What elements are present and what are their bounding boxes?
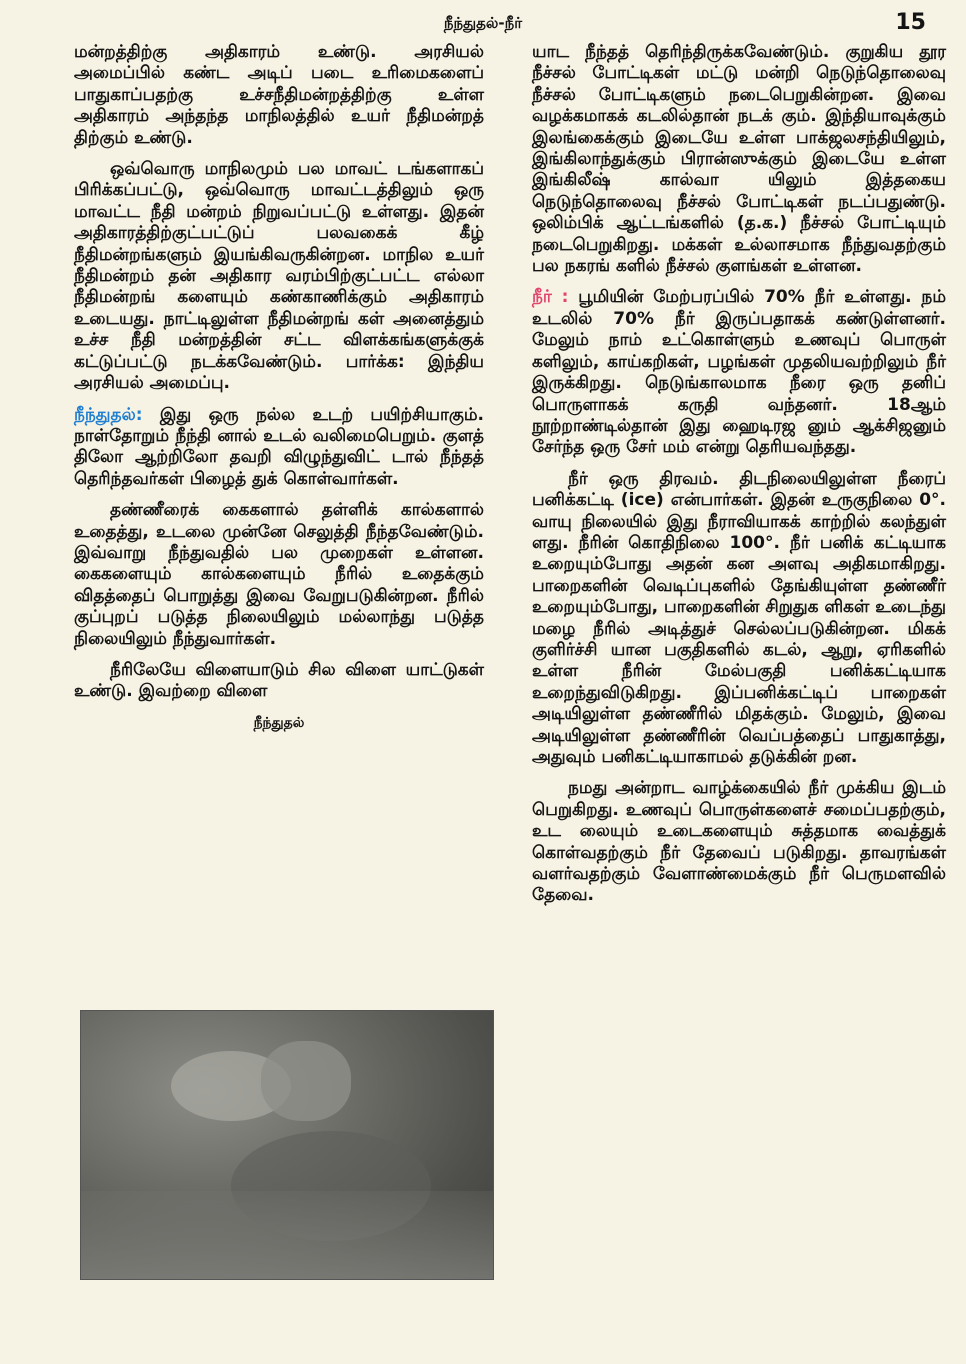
swimming-child-photo	[80, 1010, 494, 1280]
paragraph-courts-1: மன்றத்திற்கு அதிகாரம் உண்டு. அரசியல் அமைப்பில் கண்ட அடிப் படை உரிமைகளைப் பாதுகாப்பதற்கு உச்சநீதிமன்றத்திற்கு உள்ள அதிகாரம் அந்தந்த மாநிலத்தில் உயர் நீதிமன்றத் திற்கும் உண்டு.	[74, 42, 484, 148]
paragraph-water-intro	[532, 287, 946, 458]
right-column	[532, 42, 946, 917]
paragraph-courts-2: ஒவ்வொரு மாநிலமும் பல மாவட் டங்களாகப் பிரிக்கப்பட்டு, ஒவ்வொரு மாவட்டத்திலும் ஒரு மாவட்ட நீதி மன்றம் நிறுவப்பட்டு உள்ளது. இதன் அதிகாரத்திற்குட்பட்டுப் பலவகைக் கீழ் நீதிமன்றங்களும் இயங்கிவருகின்றன. மாநில உயர் நீதிமன்றம் தன் அதிகார வரம்பிற்குட்பட்ட எல்லா நீதிமன்றங் களையும் கண்காணிக்கும் அதிகாரம் உடையது. நாட்டிலுள்ள நீதிமன்றங் கள் அனைத்தும் உச்ச நீதி மன்றத்தின் சட்ட விளக்கங்களுக்குக் கட்டுப்பட்டு நடக்கவேண்டும். பார்க்க: இந்திய அரசியல் அமைப்பு.	[74, 159, 484, 394]
page-number: 15	[895, 10, 926, 35]
running-title: நீந்துதல்-நீர்	[443, 14, 523, 32]
left-column	[74, 42, 484, 734]
photo-head	[261, 1041, 351, 1121]
paragraph-swimming-technique: தண்ணீரைக் கைகளால் தள்ளிக் கால்களால் உதைத்து, உடலை முன்னே செலுத்தி நீந்தவேண்டும். இவ்வாறு நீந்துவதில் பல முறைகள் உள்ளன. கைகளையும் கால்களையும் நீரில் உதைக்கும் விதத்தைப் பொறுத்து இவை வேறுபடுகின்றன. நீரில் குப்புறப் படுத்த நிலையிலும் மல்லாந்து படுத்த நிலையிலும் நீந்துவார்கள்.	[74, 500, 484, 649]
swimming-intro-text: இது ஒரு நல்ல உடற் பயிற்சியாகும். நாள்தோறும் நீந்தி னால் உடல் வலிமைபெறும். குளத் திலோ ஆற்றிலோ தவறி விழுந்துவிட் டால் நீந்தத் தெரிந்தவர்கள் பிழைத் துக் கொள்வார்கள்.	[74, 404, 484, 489]
running-head	[0, 10, 966, 38]
paragraph-water-states: நீர் ஒரு திரவம். திடநிலையிலுள்ள நீரைப் பனிக்கட்டி (ice) என்பார்கள். இதன் உருகுநிலை 0°. வாயு நிலையில் இது நீராவியாகக் காற்றில் கலந்துள் ளது. நீரின் கொதிநிலை 100°. நீர் பனிக் கட்டியாக உறையும்போது அதன் கன அளவு அதிகமாகிறது. பாறைகளின் வெடிப்புகளில் தேங்கியுள்ள தண்ணீர் உறையும்போது, பாறைகளின் சிறுதுக ளிகள் உடைந்து மழை நீரில் அடித்துச் செல்லப்படுகின்றன. மிகக் குளிர்ச்சி யான பகுதிகளில் கடல், ஆறு, ஏரிகளில் உள்ள நீரின் மேல்பகுதி பனிக்கட்டியாக உறைந்துவிடுகிறது. இப்பனிக்கட்டிப் பாறைகள் அடியிலுள்ள தண்ணீரில் மிதக்கும். மேலும், இவை அடியிலுள்ள தண்ணீரின் வெப்பத்தைப் பாதுகாத்து, அதுவும் பனிகட்டியாகாமல் தடுக்கின் றன.	[532, 468, 946, 767]
paragraph-swimming-intro	[74, 405, 484, 491]
water-intro-text: பூமியின் மேற்பரப்பில் 70% நீர் உள்ளது. நம் உடலில் 70% நீர் இருப்பதாகக் கண்டுள்ளனர். மேலும் நாம் உட்கொள்ளும் உணவுப் பொருள் களிலும், காய்கறிகள், பழங்கள் முதலியவற்றிலும் நீர் இருக்கிறது. நெடுங்காலமாக நீரை ஒரு தனிப் பொருளாகக் கருதி வந்தனர். 18ஆம் நூற்றாண்டில்தான் இது ஹைடிரஜ னும் ஆக்சிஜனும் சேர்ந்த ஒரு சேர் மம் என்று தெரியவந்தது.	[532, 287, 946, 458]
photo-caption: நீந்துதல்	[253, 714, 305, 731]
paragraph-water-uses: நமது அன்றாட வாழ்க்கையில் நீர் முக்கிய இடம் பெறுகிறது. உணவுப் பொருள்களைச் சமைப்பதற்கும், உட லையும் உடைகளையும் சுத்தமாக வைத்துக் கொள்வதற்கும் நீர் தேவைப் படுகிறது. தாவரங்கள் வளர்வதற்கும் வேளாண்மைக்கும் நீர் பெருமளவில் தேவை.	[532, 778, 946, 906]
photo-water	[81, 1191, 493, 1279]
paragraph-swimming-competitions: யாட நீந்தத் தெரிந்திருக்கவேண்டும். குறுகிய தூர நீச்சல் போட்டிகள் மட்டு மன்றி நெடுந்தொலைவு நீச்சல் போட்டிகளும் நடைபெறுகின்றன. இவை வழக்கமாகக் கடலில்தான் நடக் கும். இந்தியாவுக்கும் இலங்கைக்கும் இடையே உள்ள பாக்ஜலசந்தியிலும், இங்கிலாந்துக்கும் பிரான்ஸுக்கும் இடையே உள்ள இங்கிலீஷ் கால்வா யிலும் இத்தகைய நெடுந்தொலைவு நீச்சல் போட்டிகள் நடப்பதுண்டு. ஒலிம்பிக் ஆட்டங்களில் (த.க.) நீச்சல் போட்டியும் நடைபெறுகிறது. மக்கள் உல்லாசமாக நீந்துவதற்கும் பல நகரங் களில் நீச்சல் குளங்கள் உள்ளன.	[532, 42, 946, 277]
heading-swimming: நீந்துதல்:	[74, 404, 143, 425]
heading-water: நீர் :	[532, 287, 569, 308]
paragraph-swimming-games: நீரிலேயே விளையாடும் சில விளை யாட்டுகள் உண்டு. இவற்றை விளை	[74, 659, 484, 702]
